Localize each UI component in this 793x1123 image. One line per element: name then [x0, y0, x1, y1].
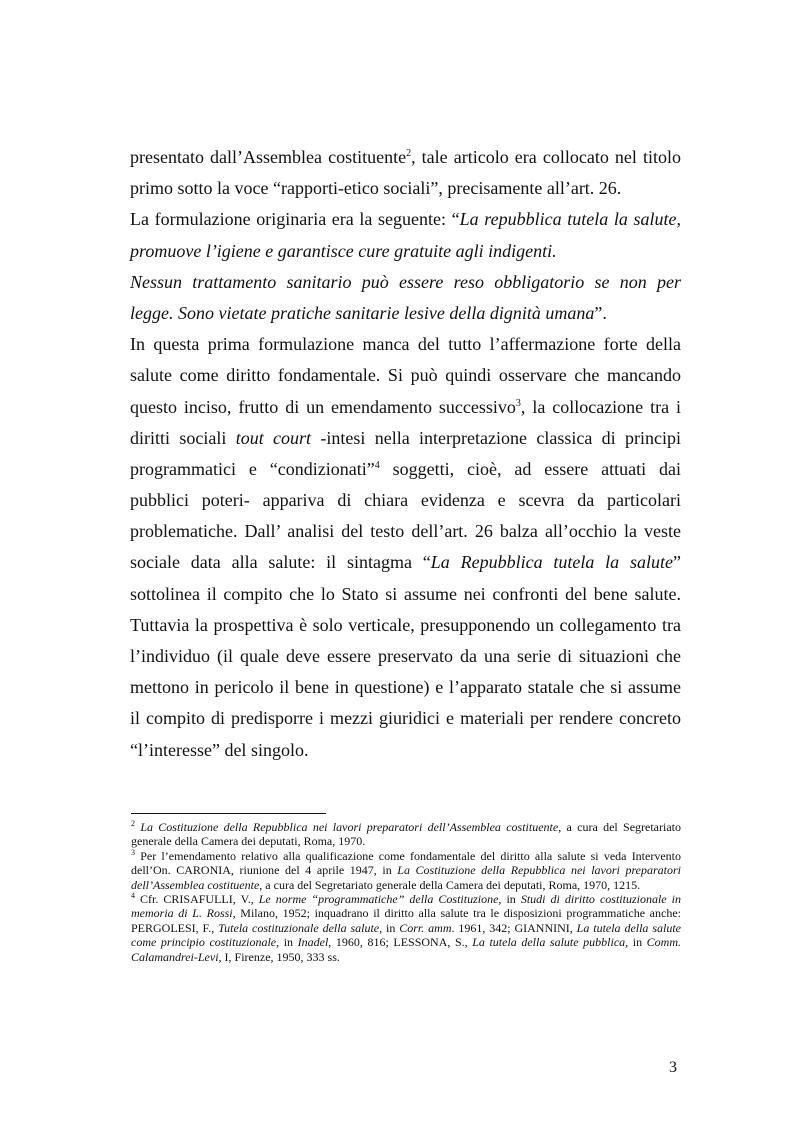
italic-text: legge. Sono vietate pratiche sanitarie lesive della dignità umana	[130, 302, 595, 323]
footnote-ref: 4	[374, 459, 380, 471]
footnote-ref: 3	[515, 397, 521, 409]
italic-text: La Costituzione della Repubblica nei lavori preparatori dell’Assemblea costituente	[131, 863, 681, 892]
text-run: sottolinea il compito che lo Stato si assume nei confronti del bene salute.	[130, 583, 681, 604]
italic-text: Inadel	[297, 935, 329, 950]
italic-text: Corr. amm	[399, 920, 452, 935]
footnote-number: 2	[131, 819, 135, 828]
text-run: -intesi nella interpretazione classica di principi	[311, 427, 681, 448]
italic-text: Le norme “programmatiche” della Costituzione,	[258, 892, 502, 907]
text-line	[130, 392, 681, 423]
text-run: sociale data alla salute: il sintagma “	[130, 552, 431, 573]
italic-text: La repubblica tutela la salute,	[459, 209, 681, 230]
text-run: I, Firenze, 1950, 333 ss.	[221, 949, 340, 964]
italic-text: La Costituzione della Repubblica nei lavori preparatori dell’Assemblea costituente	[140, 820, 559, 834]
text-run: programmatici e “condizionati”	[130, 458, 375, 479]
italic-text: Nessun trattamento sanitario può essere reso obbligatorio se non per	[130, 271, 681, 292]
text-line	[130, 142, 681, 173]
text-run: “l’interesse” del singolo.	[130, 739, 309, 760]
text-line	[130, 454, 681, 485]
text-line	[130, 547, 681, 578]
text-run: , a cura del Segretariato generale della Camera dei deputati, Roma, 1970.	[131, 820, 682, 849]
text-line	[130, 703, 681, 734]
text-line	[130, 329, 681, 360]
italic-text: promuove l’igiene e garantisce cure gratuite agli indigenti.	[130, 240, 557, 261]
text-run: salute come diritto fondamentale. Si può quindi osservare che mancando	[130, 365, 681, 386]
text-line	[130, 204, 681, 235]
footnote	[131, 892, 681, 964]
footnotes	[131, 820, 681, 964]
text-run: , in	[276, 935, 298, 950]
text-run: Tuttavia la prospettiva è solo verticale, presupponendo un collegamento tra	[130, 614, 681, 635]
text-run: . 1961, 342; GIANNINI,	[451, 920, 577, 935]
italic-text: tout court	[235, 427, 312, 448]
text-line	[130, 610, 681, 641]
text-line	[130, 485, 681, 516]
italic-text: Studi di diritto costituzionale in memoria di L. Rossi,	[131, 892, 681, 921]
italic-text: La Repubblica tutela la salute	[430, 552, 673, 573]
italic-text: La tutela della salute come principio costituzionale	[131, 920, 681, 950]
text-run: l’individuo (il quale deve essere preservato da una serie di situazioni che	[130, 646, 681, 666]
footnote-number: 3	[131, 847, 135, 857]
text-line	[130, 360, 681, 391]
text-run: La formulazione originaria era la seguente: “	[130, 209, 460, 230]
text-line	[130, 173, 681, 204]
footnote-number: 4	[131, 891, 135, 901]
text-run: il compito di predisporre i mezzi giuridici e materiali per rendere concreto	[130, 708, 681, 729]
text-run: primo sotto la voce “rapporti-etico sociali”, precisamente all’art. 26.	[130, 178, 622, 199]
text-run: , 1960, 816; LESSONA, S.,	[328, 935, 473, 950]
text-run: ”	[673, 552, 681, 573]
text-line	[130, 267, 681, 298]
text-run: pubblici poteri- apparivа di chiara evidenza e scevra da particolari	[130, 490, 681, 511]
text-run: , a cura del Segretariato generale della Camera dei deputati, Roma, 1970, 1215.	[259, 877, 641, 892]
text-run: problematiche. Dall’ analisi del testo dell’art. 26 balza all’occhio la veste	[130, 521, 681, 542]
text-run: mettono in pericolo il bene in questione) e l’apparato statale che si assume	[130, 677, 681, 698]
page-number: 3	[669, 1059, 677, 1076]
text-line	[130, 236, 681, 267]
footnote-ref: 2	[406, 148, 412, 159]
body-text	[130, 142, 681, 766]
text-run: in	[382, 920, 400, 935]
text-run: presentato dall’Assemblea costituente	[130, 147, 407, 167]
text-run: in	[628, 935, 647, 950]
text-line	[130, 641, 681, 672]
text-run: questo inciso, frutto di un emendamento successivo	[130, 396, 516, 417]
text-line	[130, 579, 681, 610]
text-run: In questa prima formulazione manca del tutto l’affermazione forte della	[130, 334, 681, 355]
text-run: , tale articolo era collocato nel titolo	[411, 147, 681, 167]
italic-text: Tutela costituzionale della salute,	[218, 920, 383, 935]
text-line	[130, 298, 681, 329]
text-run: ”.	[594, 302, 607, 323]
footnote	[131, 820, 681, 849]
text-run: soggetti, cioè, ad essere attuati dai	[379, 458, 681, 479]
text-run: Per l’emendamento relativo alla qualificazione come fondamentale del diritto alla salute si veda Intervento dell’On. CARONIA, riunione del 4 aprile 1947, in	[131, 848, 682, 878]
text-run: Cfr. CRISAFULLI, V.,	[140, 892, 259, 907]
text-line	[130, 672, 681, 703]
text-line	[130, 423, 681, 454]
text-run: Milano, 1952; inquadrano il diritto alla salute tra le disposizioni programmatiche anche: PERGOLESI, F.,	[131, 906, 681, 935]
text-line	[130, 735, 681, 766]
footnote-separator	[131, 813, 326, 814]
text-line	[130, 516, 681, 547]
text-run: diritti sociali	[130, 427, 236, 448]
footnote	[131, 849, 681, 892]
italic-text: Comm. Calamandrei-Levi,	[131, 935, 682, 964]
italic-text: La tutela della salute pubblica,	[472, 935, 629, 950]
text-run: in	[501, 892, 521, 907]
text-run: , la collocazione tra i	[520, 396, 681, 417]
